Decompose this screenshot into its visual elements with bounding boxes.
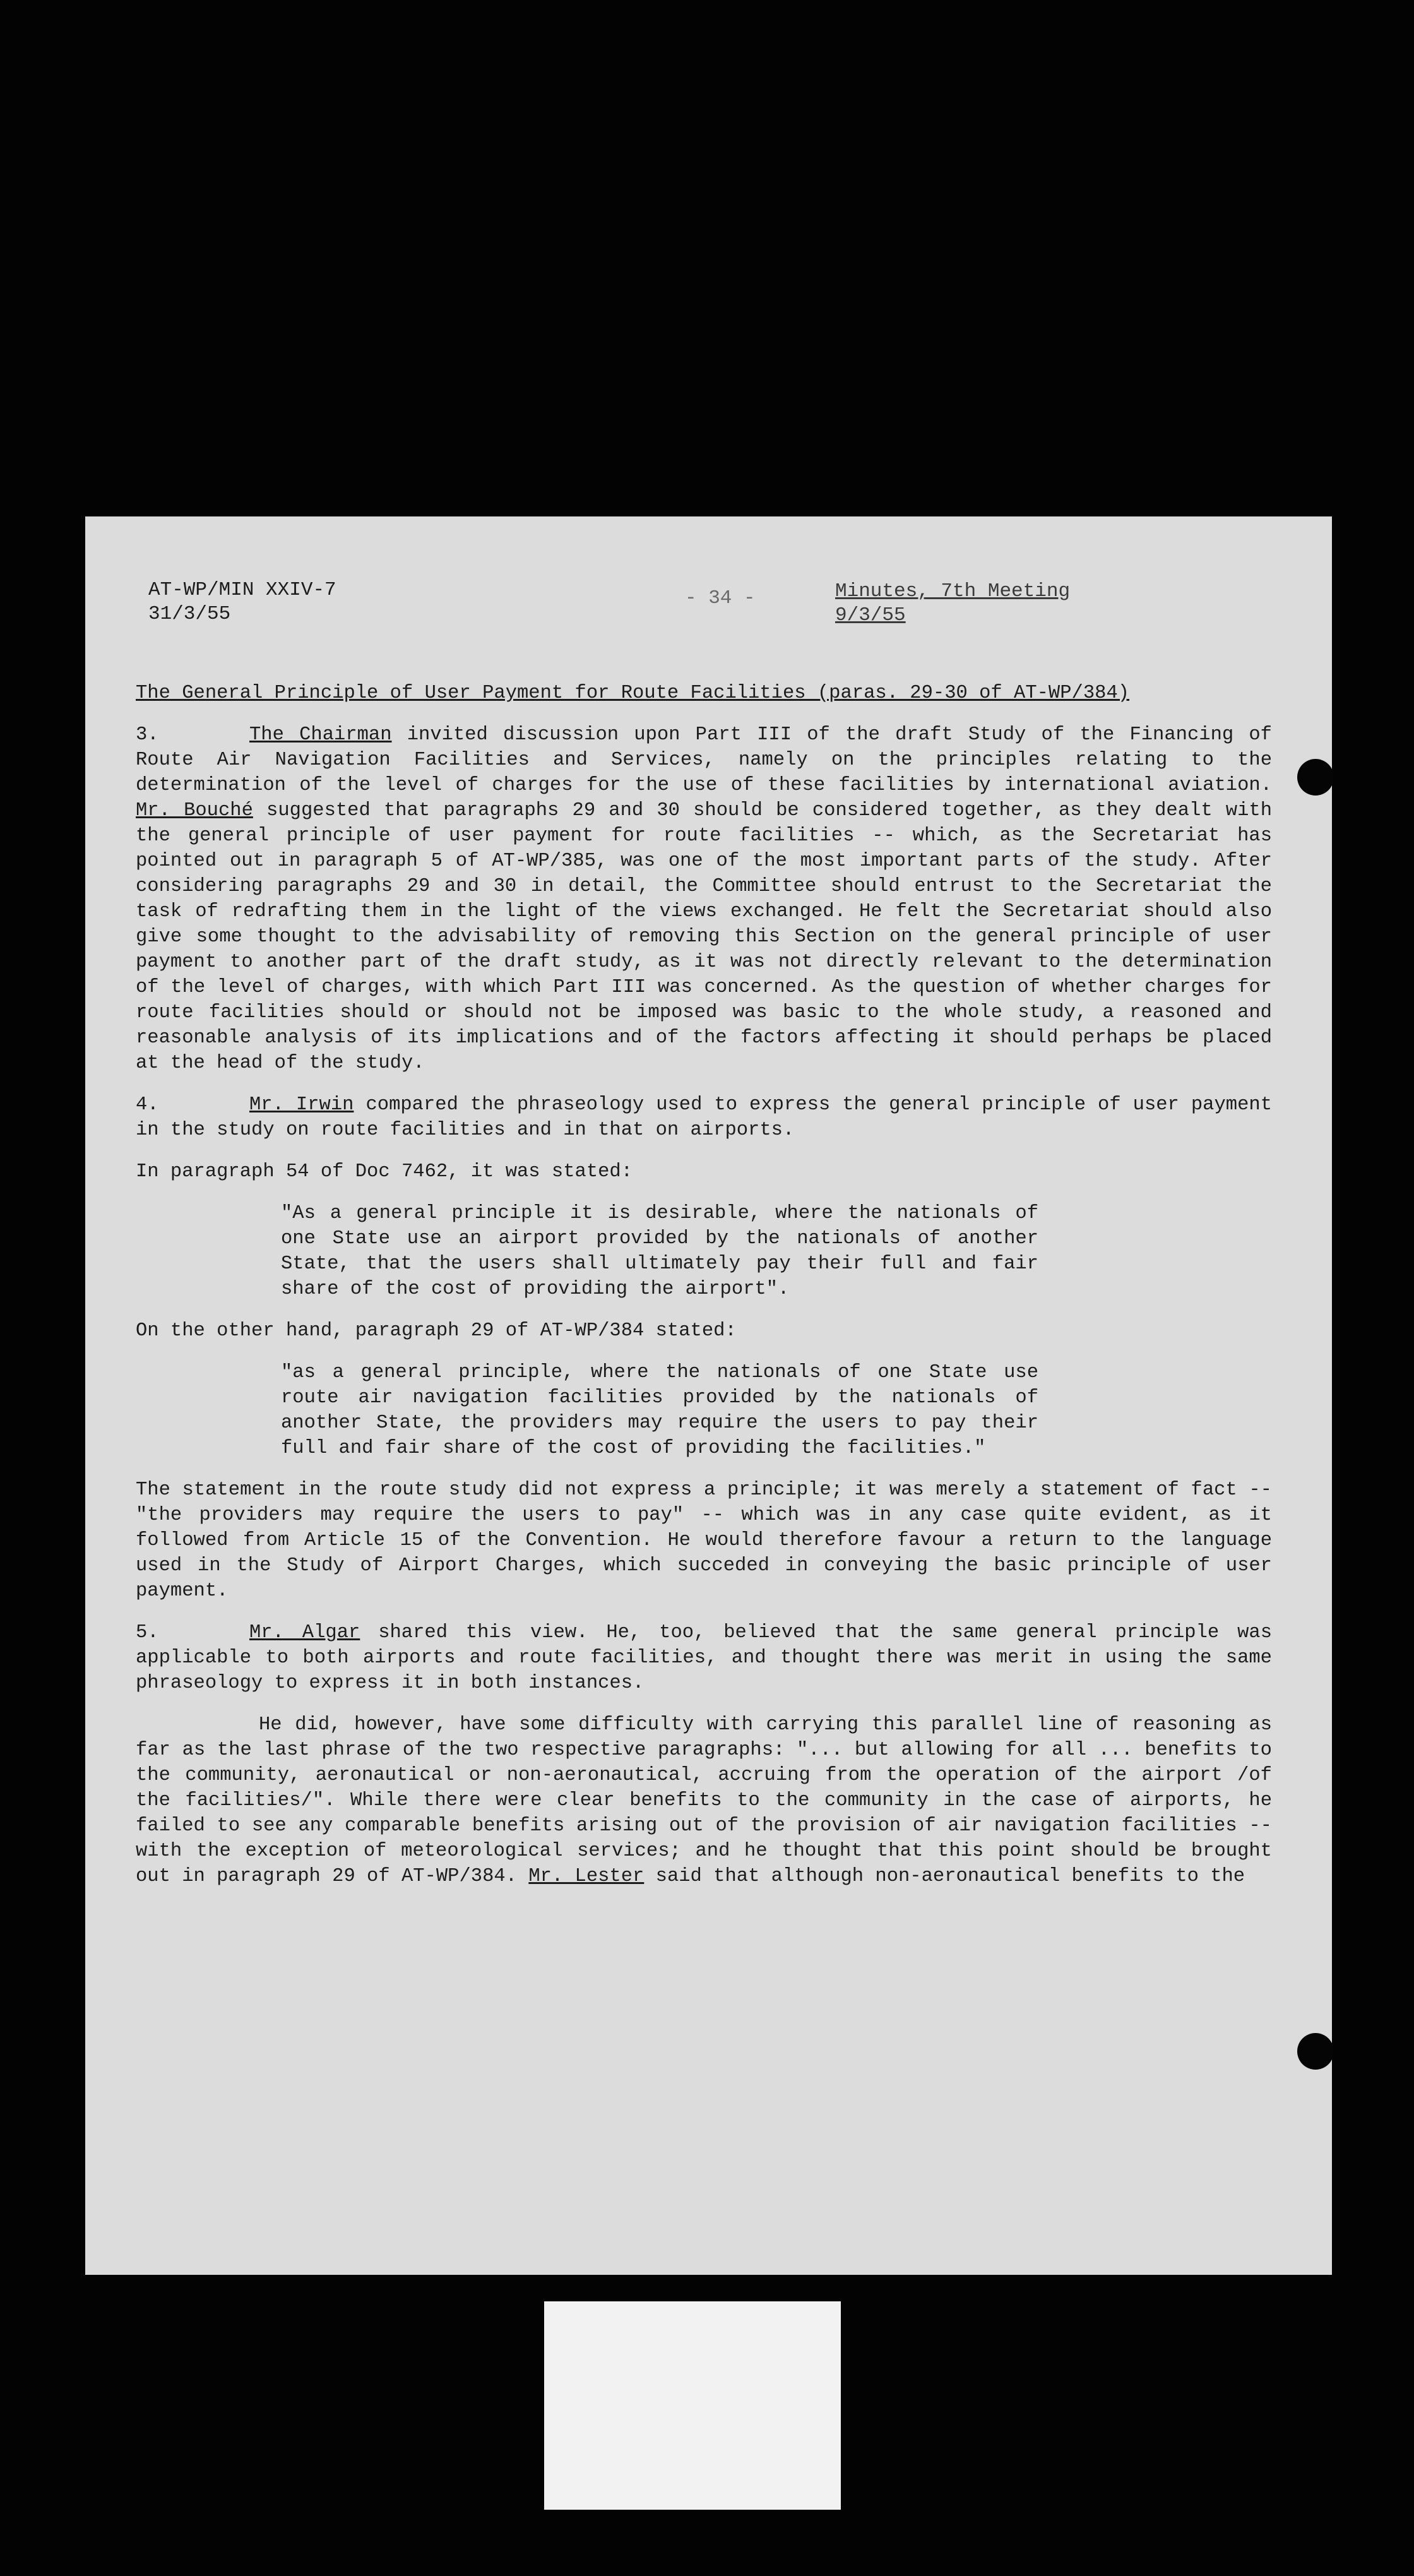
paragraph-text: He did, however, have some difficulty with carrying this parallel line of reasoning as far as the last phrase of the two respective paragraphs: "... but allowing for all ... benefits to the community, aeronautical or non-aeronautical, accruing from the operation of the airport /of the facilities/". While there were clear benefits to the community in the case of airports, he failed to see any comparable benefits arising out of the provision of air navigation facilities -- with the exception of meteorological services; and he thought that this point should be brought out in paragraph 29 of AT-WP/384. [136, 1714, 1272, 1887]
document-page [85, 516, 1332, 2275]
paragraph-text: suggested that paragraphs 29 and 30 should be considered together, as they dealt with the general principle of user payment for route facilities -- which, as the Secretariat has pointed out in paragraph 5 of AT-WP/385, was one of the most important parts of the study. After considering paragraphs 29 and 30 in detail, the Committee should entrust to the Secretariat the task of redrafting them in the light of the views exchanged. He felt the Secretariat should also give some thought to the advisability of removing this Section on the general principle of user payment to another part of the draft study, as it was not directly relevant to the determination of the level of charges, with which Part III was concerned. As the question of whether charges for route facilities should or should not be imposed was basic to the whole study, a reasoned and reasonable analysis of its implications and of the factors affecting it should perhaps be placed at the head of the study. [136, 800, 1272, 1074]
document-body [136, 681, 1272, 1905]
paragraph-number: 5. [136, 1622, 159, 1643]
reference-code: AT-WP/MIN XXIV-7 [148, 579, 336, 601]
paragraph-text: said that although non-aeronautical benefits to the [644, 1866, 1245, 1887]
blank-card [544, 2301, 841, 2510]
paragraph-4 [136, 1092, 1272, 1143]
speaker-lester: Mr. Lester [528, 1866, 645, 1887]
punch-hole-bottom [1297, 2033, 1334, 2070]
paragraph-3 [136, 722, 1272, 1076]
paragraph-text: compared the phraseology used to express the general principle of user payment in the study on route facilities and in that on airports. [136, 1094, 1272, 1141]
paragraph-number: 4. [136, 1094, 159, 1116]
quote-intro-1: In paragraph 54 of Doc 7462, it was stated: [136, 1161, 633, 1183]
meeting-date: 9/3/55 [835, 604, 906, 626]
speaker-algar: Mr. Algar [249, 1622, 360, 1643]
paragraph-number: 3. [136, 724, 159, 746]
speaker-chairman: The Chairman [249, 724, 392, 746]
block-quote-1: "As a general principle it is desirable, where the nationals of one State use an airport provided by the nationals of another State, that the users shall ultimately pay their full and fair share of the cost of providing the airport". [281, 1203, 1038, 1300]
paragraph-text: shared this view. He, too, believed that the same general principle was applicable to both airports and route facilities, and thought there was merit in using the same phraseology to express it in both instances. [136, 1622, 1272, 1694]
statement-paragraph: The statement in the route study did not express a principle; it was merely a statement of fact -- "the providers may require the users to pay" -- which was in any case quite evident, as it followed from Article 15 of the Convention. He would therefore favour a return to the language used in the Study of Airport Charges, which succeded in conveying the basic principle of user payment. [136, 1479, 1272, 1602]
section-title: The General Principle of User Payment for Route Facilities (paras. 29-30 of AT-WP/384) [136, 683, 1130, 704]
page-number: - 34 - [685, 587, 756, 609]
meeting-title: Minutes, 7th Meeting [835, 580, 1071, 602]
document-reference [148, 578, 336, 626]
punch-hole-top [1297, 759, 1334, 796]
paragraph-5 [136, 1620, 1272, 1696]
speaker-irwin: Mr. Irwin [249, 1094, 354, 1116]
meeting-reference [835, 580, 1070, 628]
reference-date: 31/3/55 [148, 603, 231, 625]
paragraph-text: invited discussion upon Part III of the draft Study of the Financing of Route Air Navigation Facilities and Services, namely on the principles relating to the determination of the level of charges for the use of these facilities by international aviation. [136, 724, 1272, 796]
paragraph-6 [136, 1712, 1272, 1889]
quote-intro-2: On the other hand, paragraph 29 of AT-WP/384 stated: [136, 1320, 737, 1342]
block-quote-2: "as a general principle, where the nationals of one State use route air navigation facilities provided by the nationals of another State, the providers may require the users to pay their full and fair share of the cost of providing the facilities." [281, 1362, 1038, 1459]
speaker-bouche: Mr. Bouché [136, 800, 253, 821]
